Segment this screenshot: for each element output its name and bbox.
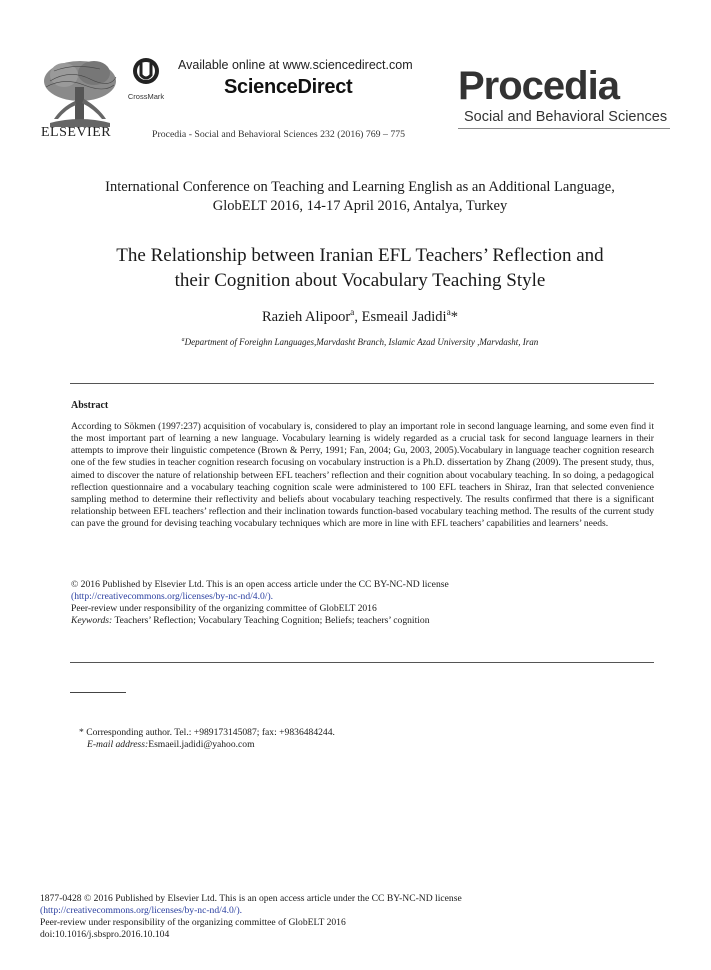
affiliation xyxy=(60,337,660,347)
doi[interactable]: doi:10.1016/j.sbspro.2016.10.104 xyxy=(40,929,170,940)
email-label: E-mail address: xyxy=(87,739,149,750)
email-address[interactable]: Esmaeil.jadidi@yahoo.com xyxy=(148,739,255,750)
author-2: Esmeail Jadidi xyxy=(361,308,447,325)
conference-name xyxy=(60,178,660,216)
conference-line-1: International Conference on Teaching and Learning English as an Additional Language, xyxy=(105,179,615,195)
abstract-bottom-rule xyxy=(70,662,654,663)
elsevier-wordmark: ELSEVIER xyxy=(41,125,112,140)
conference-line-2: GlobELT 2016, 14-17 April 2016, Antalya, Turkey xyxy=(212,198,508,214)
abstract-top-rule xyxy=(70,383,654,384)
author-1: Razieh Alipoor xyxy=(261,308,351,325)
copyright-notice: © 2016 Published by Elsevier Ltd. This is an open access article under the CC BY-NC-ND license xyxy=(71,579,449,590)
footnote-rule xyxy=(70,692,126,693)
publication-info xyxy=(40,893,462,941)
abstract-heading: Abstract xyxy=(71,400,109,411)
author-1-affiliation-mark: a xyxy=(350,308,355,318)
procedia-divider xyxy=(458,128,670,129)
peer-review-notice: Peer-review under responsibility of the organizing committee of GlobELT 2016 xyxy=(71,603,377,614)
affiliation-mark: a xyxy=(181,337,185,343)
sciencedirect-wordmark: ScienceDirect xyxy=(224,76,353,98)
procedia-wordmark: Procedia xyxy=(458,64,619,108)
affiliation-text: Department of Foreighn Languages,Marvdasht Branch, Islamic Azad University ,Marvdasht, Iran xyxy=(184,337,539,347)
bottom-peer-review: Peer-review under responsibility of the organizing committee of GlobELT 2016 xyxy=(40,917,346,928)
author-separator: , xyxy=(354,308,362,325)
paper-title xyxy=(60,243,660,293)
email-footnote xyxy=(87,739,255,750)
title-line-1: The Relationship between Iranian EFL Teachers’ Reflection and xyxy=(116,245,604,266)
keywords xyxy=(71,615,430,627)
issn-line: 1877-0428 © 2016 Published by Elsevier Ltd. This is an open access article under the CC BY-NC-ND license xyxy=(40,893,462,904)
procedia-subtitle: Social and Behavioral Sciences xyxy=(464,109,668,125)
corresponding-author-footnote: * Corresponding author. Tel.: +989173145087; fax: +9836484244. xyxy=(79,727,335,738)
crossmark-label: CrossMark xyxy=(127,92,165,101)
corresponding-author-mark: * xyxy=(450,308,459,325)
crossmark-badge[interactable] xyxy=(126,57,166,101)
author-list xyxy=(60,308,660,326)
journal-citation: Procedia - Social and Behavioral Sciences 232 (2016) 769 – 775 xyxy=(152,129,406,140)
bottom-license-link[interactable]: (http://creativecommons.org/licenses/by-nc-nd/4.0/). xyxy=(40,905,243,916)
elsevier-tree-logo xyxy=(40,57,120,129)
author-2-affiliation-mark: a xyxy=(446,308,451,318)
available-online-text: Available online at www.sciencedirect.com xyxy=(178,58,413,72)
abstract-body: According to Sökmen (1997:237) acquisition of vocabulary is, considered to play an important role in second language learning, and some even find it the most important part of learning a new language. Vocabulary learning is widely regarded as a crucial task for second language learners in their attempts to improve their linguistic competence (Brown & Perry, 1991; Fan, 2004; Gu, 2003, 2005).Vocabulary in language teacher cognition research one of the few studies in teacher cognition research focusing on vocabulary instruction is a Ph.D. dissertation by Zhang (2009). The present study, thus, aimed to discover the nature of relationship between EFL teachers’ reflection and their cognition about vocabulary teaching. In so doing, a pedagogical reflection questionnaire and a vocabulary teaching cognition scale were administered to 100 EFL teachers in Shiraz, Iran that selected convenience sampling method to determine their reflectivity and beliefs about vocabulary teaching respectively. The results confirmed that there is a significant relationship between EFL teachers’ reflection and their inclination towards function-based vocabulary teaching method. The results of the current study can pave the ground for devising teaching vocabulary techniques which are more in line with EFL teachers’ capabilities and learners’ needs. xyxy=(71,421,654,530)
license-link[interactable]: (http://creativecommons.org/licenses/by-nc-nd/4.0/). xyxy=(71,591,274,602)
keywords-label: Keywords: xyxy=(71,615,113,626)
title-line-2: their Cognition about Vocabulary Teaching Style xyxy=(174,270,546,291)
keywords-list: Teachers’ Reflection; Vocabulary Teaching Cognition; Beliefs; teachers’ cognition xyxy=(112,615,430,626)
crossmark-icon xyxy=(132,57,160,85)
